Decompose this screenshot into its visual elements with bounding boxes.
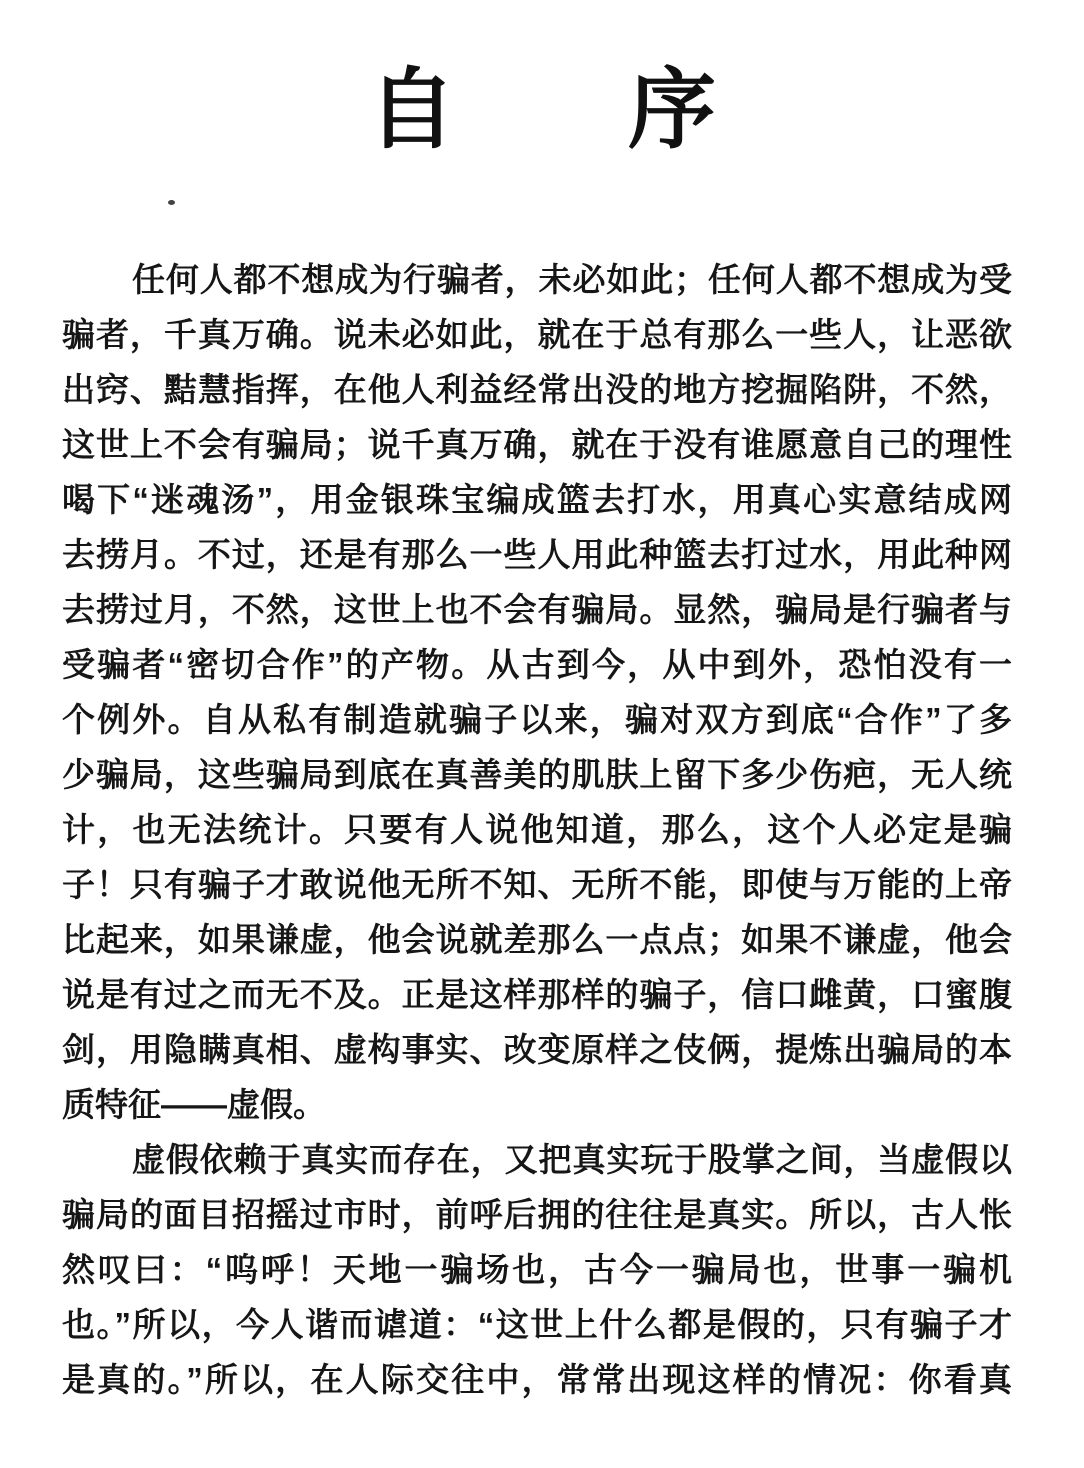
text-line: 任何人都不想成为行骗者，未必如此；任何人都不想成为受 — [132, 261, 1012, 298]
page-title — [0, 58, 1084, 166]
text-line: 剑，用隐瞒真相、虚构事实、改变原样之伎俩，提炼出骗局的本 — [62, 1031, 1012, 1068]
text-line: 个例外。自从私有制造就骗子以来，骗对双方到底“合作”了多 — [62, 701, 1012, 738]
text-line: 计，也无法统计。只要有人说他知道，那么，这个人必定是骗 — [62, 811, 1012, 848]
title-char-zi: 自 — [367, 63, 456, 160]
text-line: 子！只有骗子才敢说他无所不知、无所不能，即使与万能的上帝 — [62, 866, 1012, 903]
preface-body — [62, 252, 1012, 1407]
text-line: 比起来，如果谦虚，他会说就差那么一点点；如果不谦虚，他会 — [62, 921, 1012, 958]
title-char-xu: 序 — [628, 63, 717, 160]
text-line: 喝下“迷魂汤”，用金银珠宝编成篮去打水，用真心实意结成网 — [62, 481, 1012, 518]
text-line: 出窍、黠慧指挥，在他人利益经常出没的地方挖掘陷阱，不然， — [62, 371, 1012, 408]
text-line: 质特征——虚假。 — [62, 1086, 326, 1123]
text-line: 也。”所以，今人谐而谑道：“这世上什么都是假的，只有骗子才 — [62, 1306, 1012, 1343]
text-line: 虚假依赖于真实而存在，又把真实玩于股掌之间，当虚假以 — [132, 1141, 1012, 1178]
ink-speck — [168, 200, 175, 205]
text-line: 骗局的面目招摇过市时，前呼后拥的往往是真实。所以，古人怅 — [62, 1196, 1012, 1233]
text-line: 少骗局，这些骗局到底在真善美的肌肤上留下多少伤疤，无人统 — [62, 756, 1012, 793]
text-line: 是真的。”所以，在人际交往中，常常出现这样的情况：你看真 — [62, 1361, 1012, 1398]
text-line: 然叹曰：“呜呼！天地一骗场也，古今一骗局也，世事一骗机 — [62, 1251, 1012, 1288]
text-line: 这世上不会有骗局；说千真万确，就在于没有谁愿意自己的理性 — [62, 426, 1012, 463]
text-line: 说是有过之而无不及。正是这样那样的骗子，信口雌黄，口蜜腹 — [62, 976, 1012, 1013]
text-line: 去捞月。不过，还是有那么一些人用此种篮去打过水，用此种网 — [62, 536, 1012, 573]
text-line: 骗者，千真万确。说未必如此，就在于总有那么一些人，让恶欲 — [62, 316, 1012, 353]
text-line: 去捞过月，不然，这世上也不会有骗局。显然，骗局是行骗者与 — [62, 591, 1012, 628]
text-line: 受骗者“密切合作”的产物。从古到今，从中到外，恐怕没有一 — [62, 646, 1012, 683]
